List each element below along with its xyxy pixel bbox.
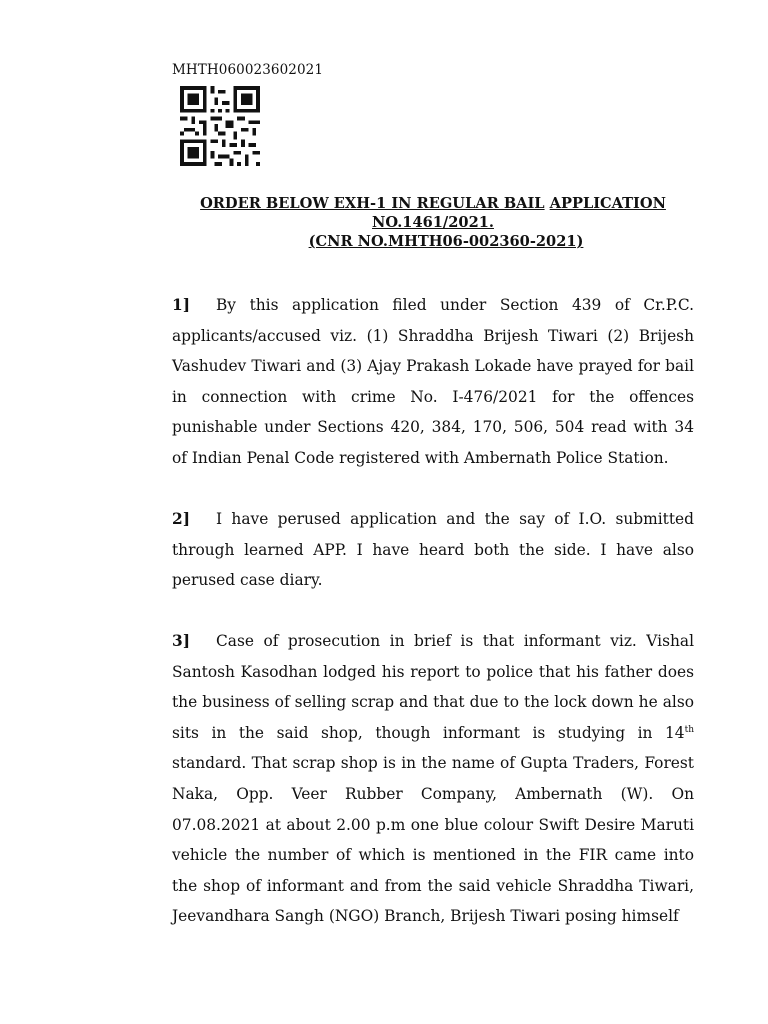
paragraph-3 (172, 626, 694, 932)
paragraph-number: 2] (172, 510, 190, 528)
qr-code (178, 86, 262, 166)
heading-line-2: NO.1461/2021. (372, 214, 494, 231)
heading-line-1b: APPLICATION (549, 195, 666, 212)
heading-line-3: (CNR NO.MHTH06-002360-2021) (308, 233, 584, 250)
paragraph-number: 3] (172, 632, 190, 650)
ordinal-suffix: th (684, 724, 694, 735)
paragraph-1 (172, 290, 694, 474)
heading-line-1a: ORDER BELOW EXH-1 IN REGULAR BAIL (200, 195, 545, 212)
paragraph-text-b: standard. That scrap shop is in the name of Gupta Traders, Forest Naka, Opp. Veer Rubber Company, Ambernath (W). On 07.08.2021 at about 2.00 p.m one blue colour Swift Desire Maruti vehicle the number of which is mentioned in the FIR came into the shop of informant and from the said vehicle Shraddha Tiwari, Jeevandhara Sangh (NGO) Branch, Brijesh Tiwari posing himself (172, 754, 694, 926)
paragraph-text-a: Case of prosecution in brief is that informant viz. Vishal Santosh Kasodhan lodged his report to police that his father does the business of selling scrap and that due to the lock down he also sits in the said shop, though informant is studying in 14 (172, 632, 694, 742)
cnr-code: MHTH060023602021 (172, 62, 324, 78)
paragraph-text: I have perused application and the say of I.O. submitted through learned APP. I have heard both the side. I have also perused case diary. (172, 510, 694, 590)
paragraph-2 (172, 504, 694, 596)
order-heading (172, 194, 694, 251)
paragraph-number: 1] (172, 296, 190, 314)
paragraph-text: By this application filed under Section 439 of Cr.P.C. applicants/accused viz. (1) Shraddha Brijesh Tiwari (2) Brijesh Vashudev Tiwari and (3) Ajay Prakash Lokade have prayed for bail in connection with crime No. I-476/2021 for the offences punishable under Sections 420, 384, 170, 506, 504 read with 34 of Indian Penal Code registered with Ambernath Police Station. (172, 296, 694, 467)
